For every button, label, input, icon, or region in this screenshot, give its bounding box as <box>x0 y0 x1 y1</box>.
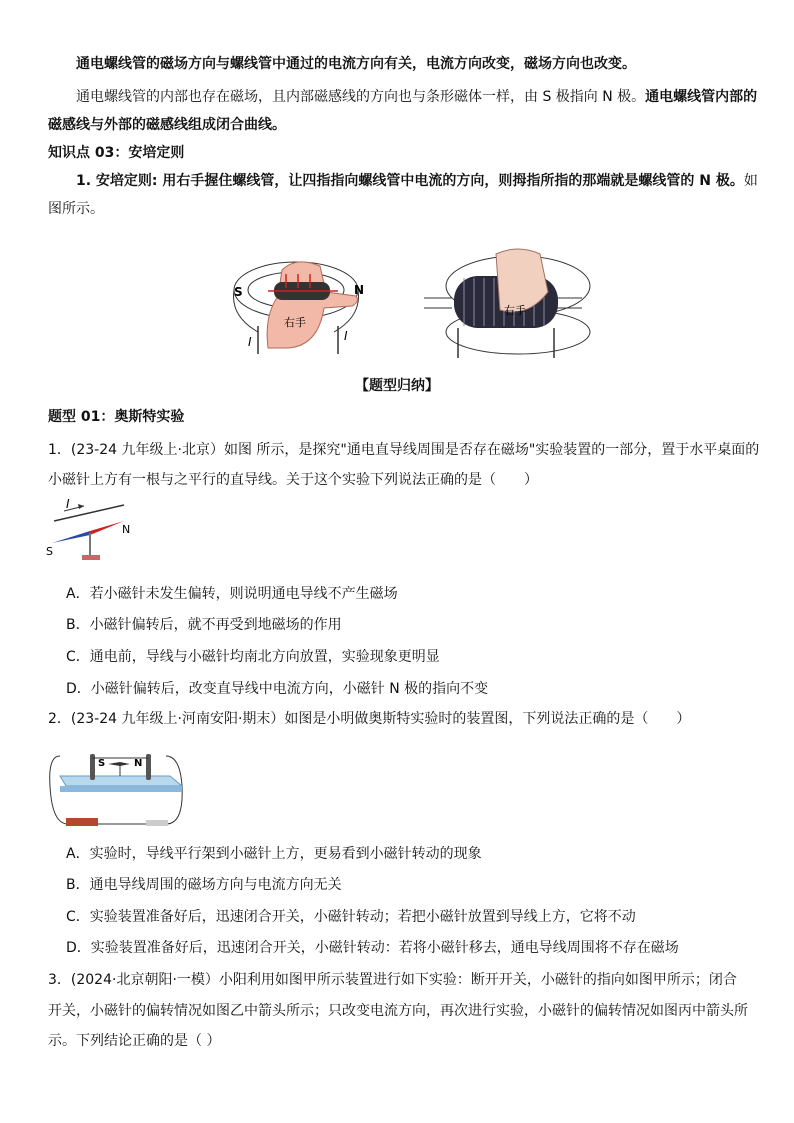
q3-stem-line1: 3．(2024·北京朝阳·一模）小阳利用如图甲所示装置进行如下实验：断开开关，小磁针的指向如图甲所示；闭合 <box>48 972 737 988</box>
left-i-label-2: I <box>344 329 348 343</box>
q2-board-top <box>60 776 182 786</box>
section-title: 【题型归纳】 <box>355 378 439 394</box>
left-s-label: S <box>234 285 243 299</box>
paragraph-bold-text: 通电螺线管内部的 <box>645 89 758 105</box>
left-i-label-1: I <box>248 335 252 349</box>
q2-switch <box>146 820 168 826</box>
q1-n-label: N <box>122 523 131 536</box>
paragraph-text: 通电螺线管的内部也存在磁场，且内部磁感线的方向也与条形磁体一样，由 S 极指向 N 极。 <box>76 89 646 105</box>
q2-option-b: B．通电导线周围的磁场方向与电流方向无关 <box>66 877 342 893</box>
q3-stem-line2: 开关，小磁针的偏转情况如图乙中箭头所示；只改变电流方向，再次进行实验，小磁针的偏转情况如图丙中箭头所 <box>48 1003 748 1019</box>
ampere-rule-bold: 1. 安培定则: 用右手握住螺线管，让四指指向螺线管中电流的方向，则拇指所指的那端就是螺线管的 N 极。 <box>76 173 744 189</box>
q1-option-d: D．小磁针偏转后，改变直导线中电流方向，小磁针 N 极的指向不变 <box>66 681 489 697</box>
q1-option-b: B．小磁针偏转后，就不再受到地磁场的作用 <box>66 617 342 633</box>
q2-board-side <box>60 786 182 792</box>
ampere-rule-line1 <box>76 170 776 192</box>
paragraph-solenoid-inside <box>76 86 776 108</box>
q1-i-label: I <box>66 497 70 511</box>
q2-s-label: S <box>98 758 106 769</box>
ampere-rule-line2: 图所示。 <box>48 201 104 217</box>
q2-option-c: C．实验装置准备好后，迅速闭合开关，小磁针转动；若把小磁针放置到导线上方，它将不动 <box>66 909 636 925</box>
q1-wire <box>54 505 124 521</box>
q1-base <box>82 555 100 560</box>
left-hand-label: 右手 <box>284 316 306 329</box>
paragraph-solenoid-inside-cont: 磁感线与外部的磁感线组成闭合曲线。 <box>48 117 286 133</box>
knowledge-point-title: 知识点 03：安培定则 <box>48 145 185 161</box>
paragraph-solenoid-direction: 通电螺线管的磁场方向与螺线管中通过的电流方向有关，电流方向改变，磁场方向也改变。 <box>76 56 636 72</box>
right-hand-label: 右手 <box>504 304 526 317</box>
q1-stem-line1: 1．(23-24 九年级上·北京）如图 所示，是探究"通电直导线周围是否存在磁场"实验装置的一部分，置于水平桌面的 <box>48 442 760 458</box>
q2-option-a: A．实验时，导线平行架到小磁针上方，更易看到小磁针转动的现象 <box>66 846 482 862</box>
q1-needle-north <box>90 521 124 535</box>
q2-battery <box>66 818 98 826</box>
q3-stem-line3: 示。下列结论正确的是（ ） <box>48 1033 221 1049</box>
q1-figure <box>46 497 136 567</box>
q1-s-label: S <box>46 545 53 558</box>
left-n-label: N <box>354 283 365 297</box>
q1-needle-south <box>52 531 90 543</box>
q1-option-c: C．通电前，导线与小磁针均南北方向放置，实验现象更明显 <box>66 649 440 665</box>
q2-figure <box>46 740 186 832</box>
q2-n-label: N <box>134 758 143 769</box>
q2-needle <box>108 762 130 766</box>
q1-option-a: A．若小磁针未发生偏转，则说明通电导线不产生磁场 <box>66 586 398 602</box>
q1-stem-line2: 小磁针上方有一根与之平行的直导线。关于这个实验下列说法正确的是（ ） <box>48 472 538 488</box>
ampere-rule-figure <box>228 236 596 362</box>
q2-option-d: D．实验装置准备好后，迅速闭合开关，小磁针转动：若将小磁针移去，通电导线周围将不存在磁场 <box>66 940 679 956</box>
ampere-rule-text: 如 <box>743 173 758 189</box>
q1-arrowhead <box>78 504 84 509</box>
q2-stem: 2．(23-24 九年级上·河南安阳·期末）如图是小明做奥斯特实验时的装置图，下列说法正确的是（ ） <box>48 711 691 727</box>
question-type-title: 题型 01：奥斯特实验 <box>48 409 185 425</box>
